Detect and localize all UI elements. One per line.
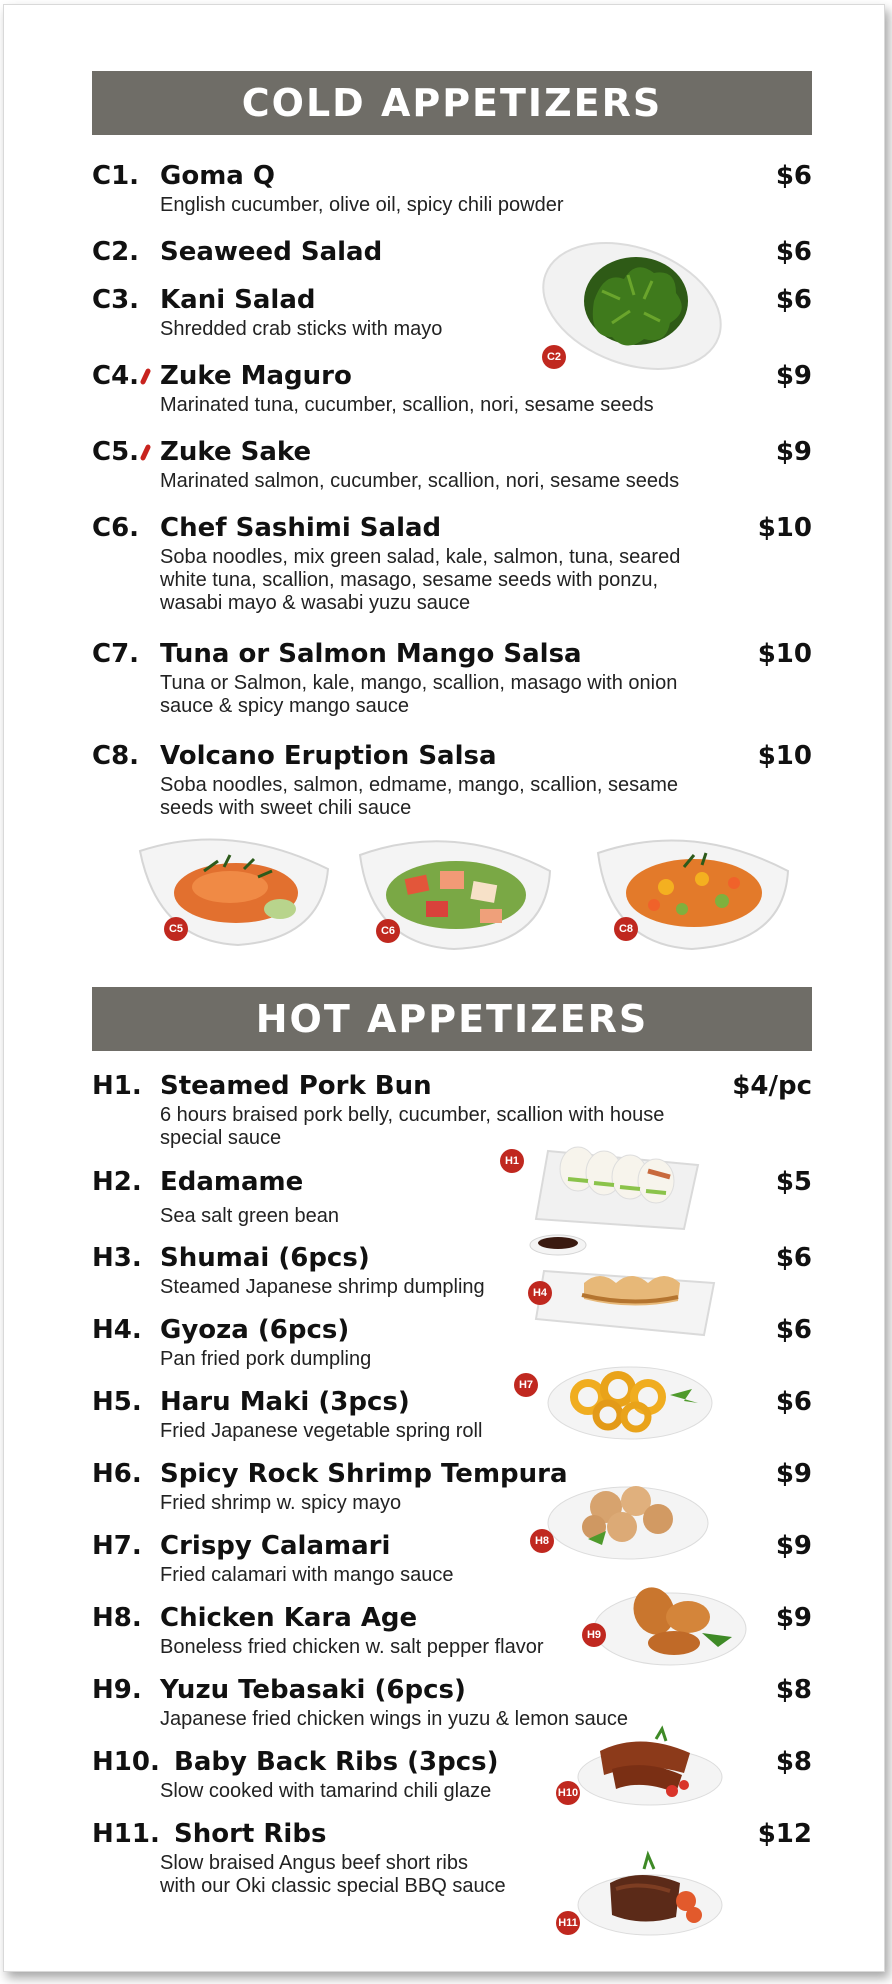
rock-shrimp-photo (524, 1461, 714, 1565)
item-description: Marinated tuna, cucumber, scallion, nori, sesame seeds (160, 394, 654, 416)
item-price: $6 (775, 285, 812, 315)
item-code: H8. (92, 1603, 142, 1633)
photo-tag: C6 (376, 919, 400, 943)
chili-pepper-icon (140, 368, 152, 386)
item-name: Steamed Pork Bun (160, 1071, 432, 1101)
item-description: Fried shrimp w. spicy mayo (160, 1492, 402, 1514)
photo-tag: H11 (556, 1911, 580, 1935)
item-description: Slow cooked with tamarind chili glaze (160, 1780, 492, 1802)
item-description: Soba noodles, mix green salad, kale, salmon, tuna, seared white tuna, scallion, masago, sesame seeds with ponzu, wasabi mayo & wasabi yuzu sauce (160, 546, 681, 614)
seaweed-salad-photo (532, 231, 728, 381)
item-name: Edamame (160, 1167, 304, 1197)
item-description: Shredded crab sticks with mayo (160, 318, 443, 340)
item-description: English cucumber, olive oil, spicy chili powder (160, 194, 564, 216)
item-code: H3. (92, 1243, 142, 1273)
item-name: Goma Q (160, 161, 275, 191)
item-description: Pan fried pork dumpling (160, 1348, 372, 1370)
item-price: $10 (757, 741, 812, 771)
item-code: H4. (92, 1315, 142, 1345)
item-price: $6 (775, 1387, 812, 1417)
item-price: $6 (775, 1243, 812, 1273)
item-code: C8. (92, 741, 140, 771)
chili-pepper-icon (140, 444, 152, 462)
item-name: Gyoza (6pcs) (160, 1315, 350, 1345)
item-price: $9 (775, 1531, 812, 1561)
photo-tag: C2 (542, 345, 566, 369)
gyoza-photo (524, 1231, 724, 1341)
item-name: Volcano Eruption Salsa (160, 741, 497, 771)
item-code: H1. (92, 1071, 142, 1101)
item-code: H5. (92, 1387, 142, 1417)
item-name: Yuzu Tebasaki (6pcs) (160, 1675, 466, 1705)
item-name: Spicy Rock Shrimp Tempura (160, 1459, 568, 1489)
item-code: C3. (92, 285, 140, 315)
photo-tag: H4 (528, 1281, 552, 1305)
item-price: $8 (775, 1675, 812, 1705)
item-code (92, 361, 148, 391)
photo-tag: H8 (530, 1529, 554, 1553)
item-description: 6 hours braised pork belly, cucumber, scallion with house special sauce (160, 1104, 665, 1149)
item-code: C6. (92, 513, 140, 543)
photo-tag: H10 (556, 1781, 580, 1805)
item-name: Crispy Calamari (160, 1531, 391, 1561)
item-price: $8 (775, 1747, 812, 1777)
item-description: Soba noodles, salmon, edmame, mango, scallion, sesame seeds with sweet chili sauce (160, 774, 679, 819)
chicken-kara-age-photo (584, 1573, 754, 1673)
item-code: C2. (92, 237, 140, 267)
photo-tag: C5 (164, 917, 188, 941)
item-price: $9 (775, 1459, 812, 1489)
crispy-calamari-photo (514, 1345, 714, 1445)
item-description: Japanese fried chicken wings in yuzu & lemon sauce (160, 1708, 629, 1730)
item-price: $6 (775, 161, 812, 191)
item-code: H7. (92, 1531, 142, 1561)
item-description: Sea salt green bean (160, 1205, 340, 1227)
item-description: Fried calamari with mango sauce (160, 1564, 454, 1586)
item-name: Short Ribs (174, 1819, 327, 1849)
chef-sashimi-salad-photo (356, 831, 556, 953)
item-price: $10 (757, 513, 812, 543)
item-code: C7. (92, 639, 140, 669)
item-name: Kani Salad (160, 285, 316, 315)
baby-back-ribs-photo (557, 1721, 730, 1813)
item-price: $10 (757, 639, 812, 669)
item-description: Boneless fried chicken w. salt pepper flavor (160, 1636, 544, 1658)
item-name: Chicken Kara Age (160, 1603, 418, 1633)
item-price: $12 (757, 1819, 812, 1849)
item-description: Fried Japanese vegetable spring roll (160, 1420, 483, 1442)
item-name: Zuke Sake (160, 437, 312, 467)
item-code: C1. (92, 161, 140, 191)
item-name: Haru Maki (3pcs) (160, 1387, 410, 1417)
item-name: Baby Back Ribs (3pcs) (174, 1747, 499, 1777)
item-description: Slow braised Angus beef short ribs with our Oki classic special BBQ sauce (160, 1852, 506, 1897)
menu-page (3, 4, 885, 1972)
cold-appetizers-banner: COLD APPETIZERS (92, 71, 812, 135)
item-name: Seaweed Salad (160, 237, 383, 267)
volcano-eruption-salsa-photo (594, 831, 794, 953)
item-description: Steamed Japanese shrimp dumpling (160, 1276, 485, 1298)
item-price: $6 (775, 237, 812, 267)
item-code: H6. (92, 1459, 142, 1489)
item-name: Tuna or Salmon Mango Salsa (160, 639, 582, 669)
item-name: Chef Sashimi Salad (160, 513, 442, 543)
item-code: H11. (92, 1819, 160, 1849)
item-code: H2. (92, 1167, 142, 1197)
item-description: Marinated salmon, cucumber, scallion, nori, sesame seeds (160, 470, 680, 492)
photo-tag: H7 (514, 1373, 538, 1397)
item-price: $6 (775, 1315, 812, 1345)
code-text: C4. (92, 361, 140, 391)
item-price: $5 (775, 1167, 812, 1197)
item-code (92, 437, 148, 467)
steamed-pork-bun-photo (504, 1131, 708, 1235)
item-price: $4/pc (732, 1071, 812, 1101)
hot-appetizers-banner: HOT APPETIZERS (92, 987, 812, 1051)
short-ribs-photo (560, 1843, 730, 1943)
item-price: $9 (775, 437, 812, 467)
photo-tag: H9 (582, 1623, 606, 1647)
item-code: H9. (92, 1675, 142, 1705)
item-price: $9 (775, 1603, 812, 1633)
item-name: Zuke Maguro (160, 361, 352, 391)
item-name: Shumai (6pcs) (160, 1243, 370, 1273)
zuke-sake-photo (134, 831, 334, 951)
photo-tag: C8 (614, 917, 638, 941)
photo-tag: H1 (500, 1149, 524, 1173)
item-description: Tuna or Salmon, kale, mango, scallion, masago with onion sauce & spicy mango sauce (160, 672, 678, 717)
item-code: H10. (92, 1747, 160, 1777)
item-price: $9 (775, 361, 812, 391)
code-text: C5. (92, 437, 140, 467)
